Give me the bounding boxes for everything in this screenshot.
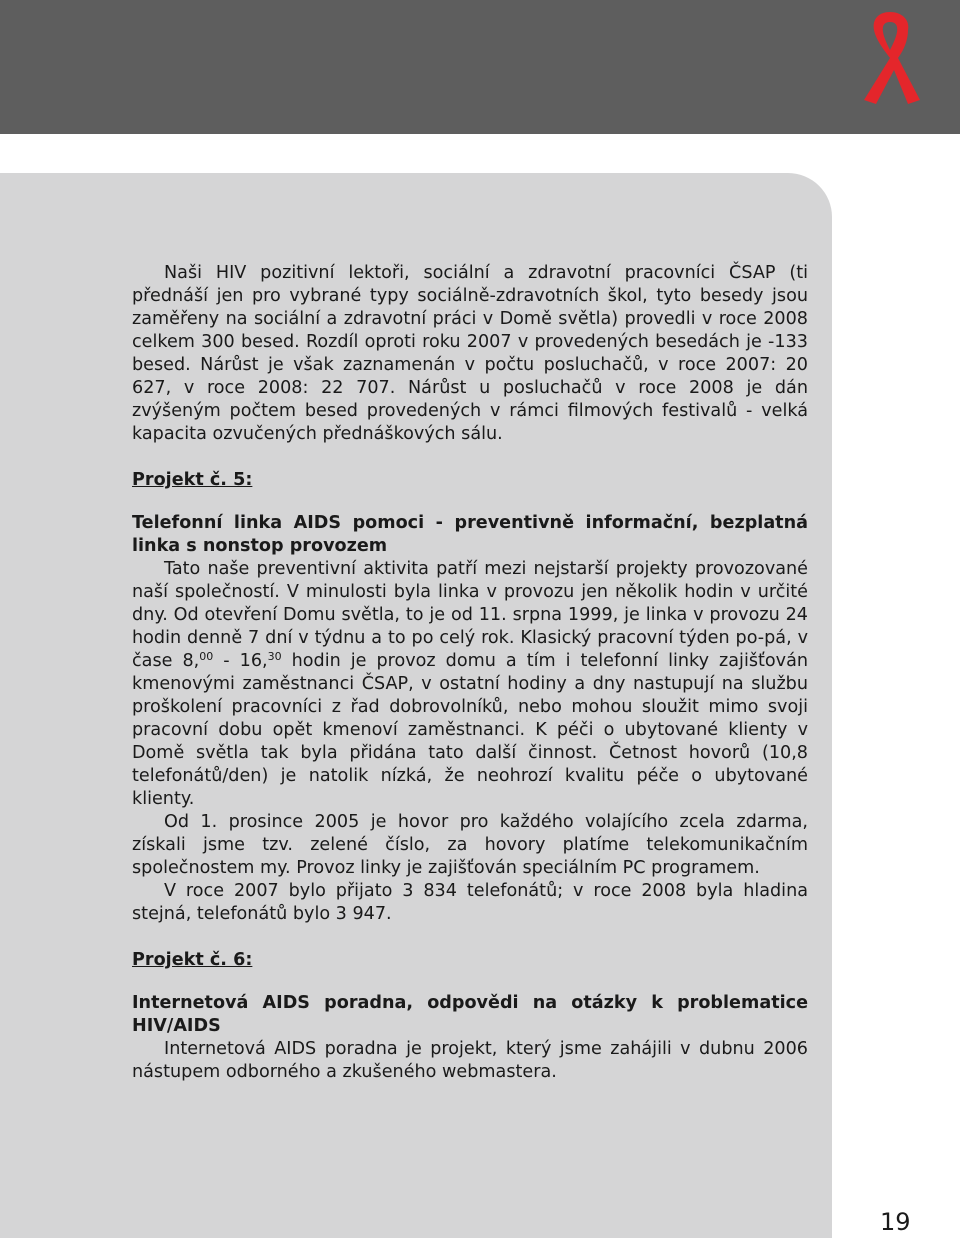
project-6-label: Projekt č. 6: — [132, 950, 253, 970]
page-text — [132, 262, 808, 1084]
project-5-paragraph-1: Tato naše preventivní aktivita patří mezi nejstarší projekty provozované naší společností. V minulosti byla linka v provozu jen několik hodin v určité dny. Od otevření Domu světla, to je od 11. srpna 1999, je linka v provozu 24 hodin denně 7 dní v týdnu a to po celý rok. Klasický pracovní týden po-pá, v čase 8,00 - 16,30 hodin je provoz domu a tím i telefonní linky zajišťován kmenovými zaměstnanci ČSAP, v ostatní hodiny a dny nastupují na službu proškolení pracovníci z řad dobrovolníků, nebo mohou sloužit mimo svoji pracovní dobu opět kmenoví zaměstnanci. K péči o ubytované klienty v Domě světla tak byla přidána tato další činnost. Četnost hovorů (10,8 telefonátů/den) je natolik nízká, že neohrozí kvalitu péče o ubytované klienty. — [132, 559, 809, 809]
header-band — [0, 0, 960, 134]
page-number: 19 — [880, 1208, 911, 1236]
intro-paragraph: Naši HIV pozitivní lektoři, sociální a zdravotní pracovníci ČSAP (ti přednáší jen pro vybrané typy sociálně-zdravotních škol, tyto besedy jsou zaměřeny na sociální a zdravotní práci v Domě světla) provedli v roce 2008 celkem 300 besed. Rozdíl oproti roku 2007 v provedených besedách je -133 besed. Nárůst je však zaznamenán v počtu posluchačů, v roce 2007: 20 627, v roce 2008: 22 707. Nárůst u posluchačů v roce 2008 je dán zvýšeným počtem besed provedených v rámci filmových festivalů - velká kapacita ozvučených přednáškových sálu. — [132, 263, 808, 444]
project-5-heading: Telefonní linka AIDS pomoci - preventivně informační, bezplatná linka s nonstop provozem — [132, 513, 808, 556]
project-6-heading: Internetová AIDS poradna, odpovědi na otázky k problematice HIV/AIDS — [132, 993, 808, 1036]
project-5-paragraph-2: Od 1. prosince 2005 je hovor pro každého volajícího zcela zdarma, získali jsme tzv. zelené číslo, za hovory platíme telekomunikačním společnostem my. Provoz linky je zajišťován speciálním PC programem. — [132, 812, 808, 878]
project-5-paragraph-3: V roce 2007 bylo přijato 3 834 telefonátů; v roce 2008 byla hladina stejná, telefonátů bylo 3 947. — [132, 881, 808, 924]
red-aids-ribbon-icon — [850, 8, 930, 104]
project-6-paragraph-1: Internetová AIDS poradna je projekt, který jsme zahájili v dubnu 2006 nástupem odborného a zkušeného webmastera. — [132, 1039, 808, 1082]
project-5-label: Projekt č. 5: — [132, 470, 253, 490]
